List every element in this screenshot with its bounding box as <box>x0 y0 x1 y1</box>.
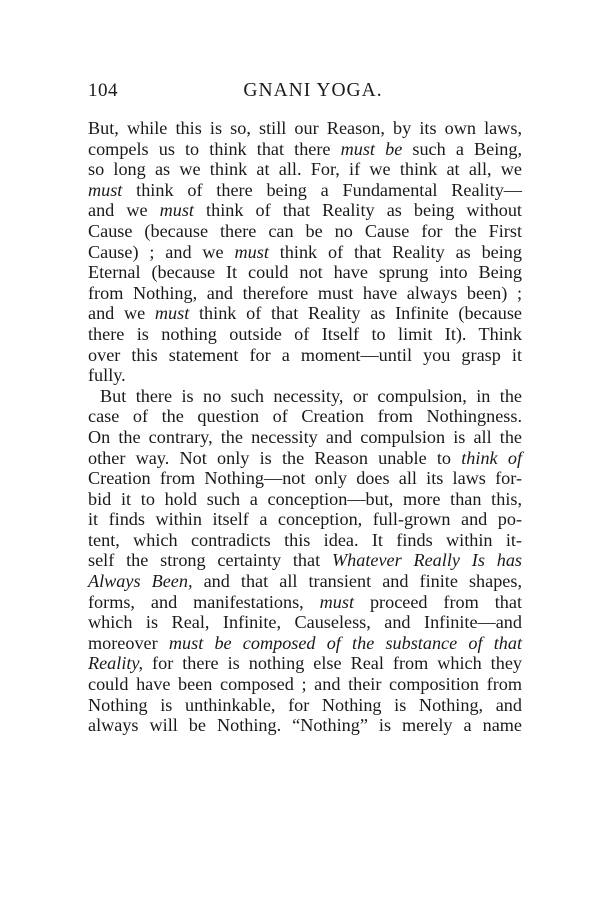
text-segment: for there is nothing else Real from which they <box>143 653 522 674</box>
text-segment: which is Real, Infinite, Causeless, and Infinite—and <box>88 612 522 633</box>
text-line <box>88 118 522 139</box>
text-line <box>88 530 522 551</box>
italic-emphasis: must <box>154 303 190 324</box>
text-segment: But there is no such necessity, or compulsion, in the <box>100 385 522 406</box>
text-line <box>88 303 522 324</box>
italic-emphasis: must <box>319 591 355 612</box>
text-line <box>88 653 522 674</box>
text-segment: there is nothing outside of Itself to limit It). Think <box>88 323 522 344</box>
text-line <box>88 242 522 263</box>
italic-emphasis: Whatever Really Is has <box>331 550 523 571</box>
text-line <box>88 633 522 654</box>
text-line <box>88 592 522 613</box>
text-segment: could have been composed ; and their composition from <box>88 674 522 695</box>
italic-emphasis: Always Been, <box>88 571 193 592</box>
text-line <box>88 715 522 736</box>
text-segment: and that all transient and finite shapes, <box>192 571 523 592</box>
text-segment: proceed from that <box>354 591 522 612</box>
running-head <box>88 80 522 104</box>
text-line <box>88 571 522 592</box>
text-segment: think of that Reality as being without <box>193 200 522 221</box>
text-segment: moreover <box>88 632 169 653</box>
text-line <box>88 406 522 427</box>
text-segment: But, while this is so, still our Reason, by its own laws, <box>88 118 522 138</box>
text-line <box>88 550 522 571</box>
text-line <box>88 448 522 469</box>
text-segment: compels us to think that there <box>88 138 341 159</box>
italic-emphasis: must be <box>340 138 403 159</box>
book-title: GNANI YOGA. <box>243 80 383 101</box>
text-segment: from Nothing, and therefore must have always been) ; <box>88 282 522 303</box>
text-segment: Nothing is unthinkable, for Nothing is Nothing, and <box>88 694 522 715</box>
text-segment: such a Being, <box>402 138 523 159</box>
text-segment: so long as we think at all. For, if we think at all, we <box>88 159 522 180</box>
text-segment: over this statement for a moment—until you grasp it <box>88 344 522 365</box>
text-line <box>88 365 522 386</box>
text-segment: think of there being a Fundamental Reality— <box>122 179 522 200</box>
text-line <box>88 612 522 633</box>
text-line <box>88 427 522 448</box>
text-segment: Creation from Nothing—not only does all its laws for- <box>88 468 522 489</box>
text-line <box>88 345 522 366</box>
text-segment: bid it to hold such a conception—but, more than this, <box>88 488 522 509</box>
text-segment: other way. Not only is the Reason unable to <box>88 447 462 468</box>
text-line <box>88 674 522 695</box>
text-segment: fully. <box>88 365 126 386</box>
italic-emphasis: must <box>88 179 123 200</box>
text-line <box>88 283 522 304</box>
text-segment: forms, and manifestations, <box>88 591 320 612</box>
text-line <box>88 139 522 160</box>
text-line <box>88 468 522 489</box>
text-segment: Cause) ; and we <box>88 241 235 262</box>
body-text <box>88 118 522 736</box>
text-segment: think of that Reality as Infinite (because <box>189 303 522 324</box>
italic-emphasis: must <box>234 241 269 262</box>
text-line <box>88 221 522 242</box>
text-line <box>88 324 522 345</box>
text-segment: think of that Reality as being <box>268 241 522 262</box>
text-line <box>88 509 522 530</box>
italic-emphasis: Reality, <box>88 653 144 674</box>
text-line <box>88 180 522 201</box>
text-line <box>88 159 522 180</box>
text-segment: On the contrary, the necessity and compulsion is all the <box>88 426 522 447</box>
text-segment: case of the question of Creation from Nothingness. <box>88 406 522 427</box>
text-segment: always will be Nothing. “Nothing” is merely a name <box>88 715 522 736</box>
text-segment: and we <box>88 200 160 221</box>
italic-emphasis: must <box>159 200 194 221</box>
text-segment: Eternal (because It could not have sprung into Being <box>88 262 522 283</box>
text-segment: tent, which contradicts this idea. It finds within it- <box>88 529 522 550</box>
text-line <box>88 200 522 221</box>
text-line <box>88 262 522 283</box>
text-segment: self the strong certainty that <box>88 550 332 571</box>
italic-emphasis: think of <box>461 447 522 468</box>
page-number: 104 <box>88 80 118 101</box>
text-line <box>88 695 522 716</box>
text-line <box>88 386 522 407</box>
text-segment: it finds within itself a conception, full-grown and po- <box>88 509 522 530</box>
text-line <box>88 489 522 510</box>
text-segment: Cause (because there can be no Cause for the First <box>88 220 522 241</box>
text-segment: and we <box>88 303 155 324</box>
italic-emphasis: must be composed of the substance of that <box>168 632 523 653</box>
